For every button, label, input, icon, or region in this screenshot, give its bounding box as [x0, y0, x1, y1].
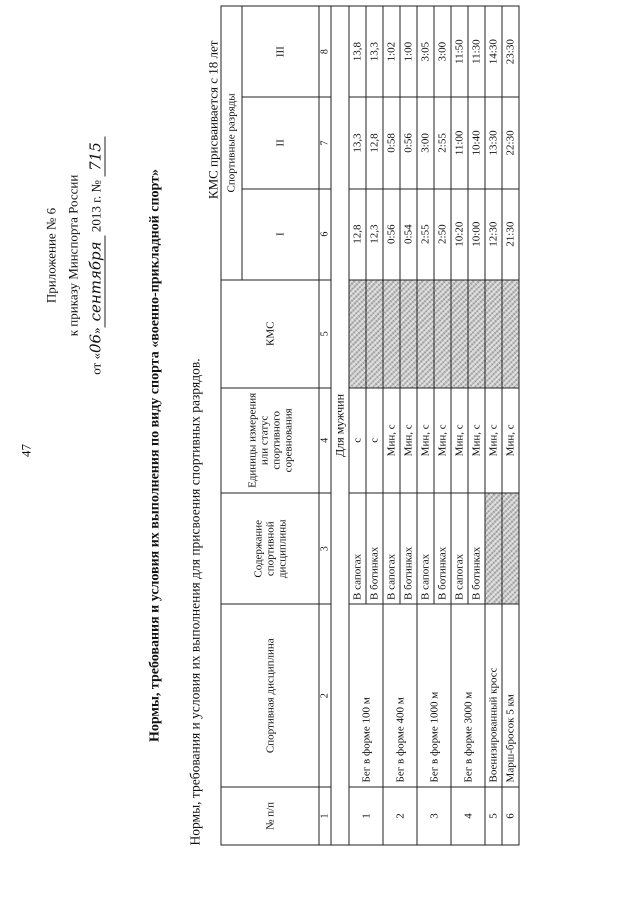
rank-1-cell: 10:00 — [468, 188, 485, 279]
unit-cell: Мин, с — [485, 387, 502, 492]
rank-1-cell: 12:30 — [485, 188, 502, 279]
unit-cell: с — [349, 387, 366, 492]
header-rank-1: I — [242, 188, 319, 279]
row-number: 2 — [383, 786, 417, 844]
row-number: 3 — [417, 786, 451, 844]
row-number: 1 — [349, 786, 383, 844]
rank-3-cell: 23:30 — [502, 6, 519, 97]
content-cell: В сапогах — [383, 493, 400, 604]
rank-1-cell: 12,3 — [366, 188, 383, 279]
discipline-cell: Бег в форме 100 м — [349, 604, 383, 786]
rank-3-cell: 3:00 — [434, 6, 451, 97]
table-row — [451, 6, 468, 845]
appendix-order-number: 715 — [86, 136, 105, 177]
header-ranks: Спортивные разряды — [221, 6, 242, 280]
appendix-month: сентября — [86, 235, 105, 327]
rank-1-cell: 0:56 — [383, 188, 400, 279]
rank-3-cell: 13,3 — [366, 6, 383, 97]
content-cell: В сапогах — [451, 493, 468, 604]
header-content: Содержание спортивной дисциплины — [221, 493, 319, 604]
discipline-cell: Бег в форме 400 м — [383, 604, 417, 786]
rank-2-cell: 2:55 — [434, 97, 451, 188]
appendix-date-mid: » — [88, 326, 103, 334]
unit-cell: Мин, с — [400, 387, 417, 492]
rank-1-cell: 2:55 — [417, 188, 434, 279]
document-title: Нормы, требования и условия их выполнения по виду спорта «военно-прикладной спорт» — [147, 168, 162, 742]
rank-3-cell: 1:02 — [383, 6, 400, 97]
content-cell-hatched — [502, 493, 519, 604]
header-discipline: Спортивная дисциплина — [221, 604, 319, 786]
discipline-cell: Марш-бросок 5 км — [502, 604, 519, 786]
appendix-line-3 — [84, 110, 107, 400]
kms-cell-hatched — [349, 279, 366, 387]
appendix-day: 06 — [86, 333, 104, 353]
rank-2-cell: 13,3 — [349, 97, 366, 188]
rank-2-cell: 0:56 — [400, 97, 417, 188]
col-index: 8 — [319, 6, 331, 97]
rank-2-cell: 0:58 — [383, 97, 400, 188]
rank-1-cell: 10:20 — [451, 188, 468, 279]
col-index: 1 — [319, 786, 331, 844]
rank-2-cell: 3:00 — [417, 97, 434, 188]
row-number: 5 — [485, 786, 502, 844]
content-cell: В сапогах — [417, 493, 434, 604]
header-unit: Единицы измерения или статус спортивного соревнования — [221, 387, 319, 492]
col-index: 4 — [319, 387, 331, 492]
rank-1-cell: 2:50 — [434, 188, 451, 279]
document-subtitle: Нормы, требования и условия их выполнения для присвоения спортивных разрядов. — [187, 357, 202, 845]
rank-1-cell: 12,8 — [349, 188, 366, 279]
discipline-cell: Военизированный кросс — [485, 604, 502, 786]
group-label: Для мужчин — [331, 6, 349, 845]
column-index-row — [319, 6, 331, 845]
kms-cell-hatched — [383, 279, 400, 387]
rank-2-cell: 22:30 — [502, 97, 519, 188]
col-index: 7 — [319, 97, 331, 188]
rank-3-cell: 14:30 — [485, 6, 502, 97]
appendix-block — [40, 110, 107, 400]
row-number: 6 — [502, 786, 519, 844]
appendix-line-1: Приложение № 6 — [43, 207, 58, 303]
table-row — [485, 6, 502, 845]
table-row — [417, 6, 434, 845]
col-index: 5 — [319, 279, 331, 387]
rank-3-cell: 11:30 — [468, 6, 485, 97]
norms-table — [220, 5, 519, 845]
rank-1-cell: 0:54 — [400, 188, 417, 279]
appendix-line-2: к приказу Минспорта России — [65, 174, 80, 336]
content-cell: В ботинках — [468, 493, 485, 604]
content-cell: В ботинках — [400, 493, 417, 604]
unit-cell: Мин, с — [451, 387, 468, 492]
kms-cell-hatched — [468, 279, 485, 387]
appendix-date-prefix: от « — [88, 352, 103, 375]
content-cell: В ботинках — [366, 493, 383, 604]
unit-cell: Мин, с — [383, 387, 400, 492]
page-number: 47 — [18, 443, 33, 457]
col-index: 2 — [319, 604, 331, 786]
content-cell: В ботинках — [434, 493, 451, 604]
unit-cell: Мин, с — [417, 387, 434, 492]
header-kms: КМС — [221, 279, 319, 387]
rank-3-cell: 3:05 — [417, 6, 434, 97]
table-row — [383, 6, 400, 845]
kms-cell-hatched — [366, 279, 383, 387]
appendix-year: 2013 г. № — [88, 179, 103, 232]
col-index: 6 — [319, 188, 331, 279]
header-rank-3: III — [242, 6, 319, 97]
kms-age-note: КМС присваивается с 18 лет — [205, 40, 220, 199]
rank-3-cell: 11:50 — [451, 6, 468, 97]
discipline-cell: Бег в форме 1000 м — [417, 604, 451, 786]
unit-cell: Мин, с — [502, 387, 519, 492]
row-number: 4 — [451, 786, 485, 844]
table-row — [502, 6, 519, 845]
rank-2-cell: 13:30 — [485, 97, 502, 188]
rank-2-cell: 10:40 — [468, 97, 485, 188]
rank-2-cell: 11:00 — [451, 97, 468, 188]
discipline-cell: Бег в форме 3000 м — [451, 604, 485, 786]
group-row — [331, 6, 349, 845]
unit-cell: с — [366, 387, 383, 492]
content-cell-hatched — [485, 493, 502, 604]
unit-cell: Мин, с — [434, 387, 451, 492]
kms-cell-hatched — [417, 279, 434, 387]
kms-cell-hatched — [502, 279, 519, 387]
rank-1-cell: 21:30 — [502, 188, 519, 279]
content-cell: В сапогах — [349, 493, 366, 604]
kms-cell-hatched — [451, 279, 468, 387]
kms-cell-hatched — [400, 279, 417, 387]
col-index: 3 — [319, 493, 331, 604]
rank-3-cell: 13,8 — [349, 6, 366, 97]
header-num: № п/п — [221, 786, 319, 844]
rank-2-cell: 12,8 — [366, 97, 383, 188]
table-row — [349, 6, 366, 845]
header-rank-2: II — [242, 97, 319, 188]
kms-cell-hatched — [485, 279, 502, 387]
unit-cell: Мин, с — [468, 387, 485, 492]
rank-3-cell: 1:00 — [400, 6, 417, 97]
header-row-1 — [221, 6, 242, 845]
kms-cell-hatched — [434, 279, 451, 387]
